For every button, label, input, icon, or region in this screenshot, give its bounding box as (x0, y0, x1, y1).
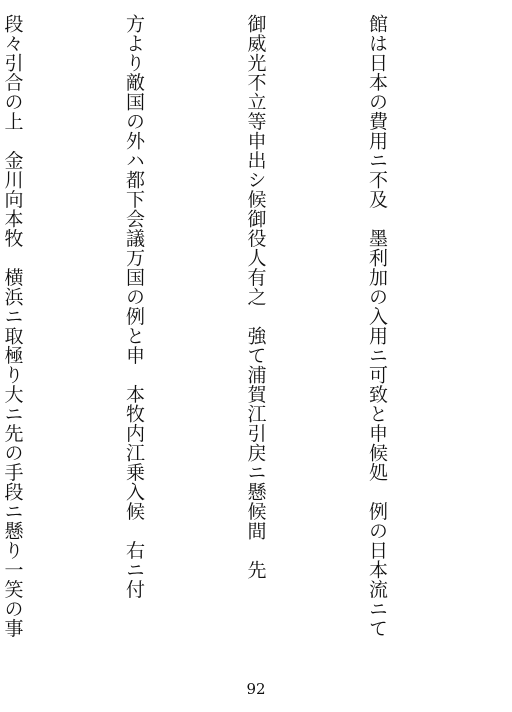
page-number: 92 (246, 680, 266, 698)
text-line: 段々引合の上 金川向本牧 横浜ニ取極り大ニ先の手段ニ懸り一笑の事 (1, 14, 24, 638)
text-line: 館は日本の費用ニ不及 墨利加の入用ニ可致と申候処 例の日本流ニて (366, 14, 388, 638)
vertical-text-block (0, 14, 478, 638)
text-line: 御威光不立等申出シ候御役人有之 強て浦賀江引戻ニ懸候間 先 (244, 14, 267, 580)
text-line: 方より敵国の外ハ都下会議万国の例と申 本牧内江乗入候 右ニ付 (123, 14, 145, 599)
